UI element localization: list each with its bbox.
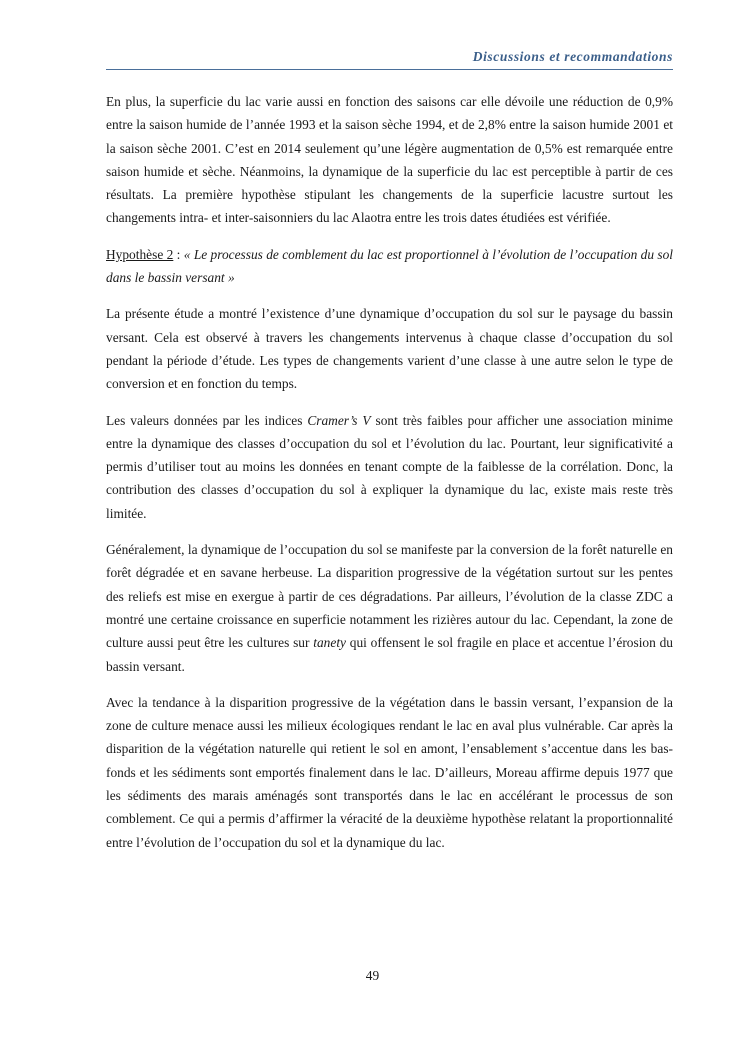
hypothesis-label: Hypothèse 2 [106, 246, 174, 262]
paragraph-cramers-v [106, 409, 673, 525]
forest-text-after: qui offensent le sol fragile en place et accentue l’érosion du bassin versant. [106, 635, 673, 674]
forest-text-before: Généralement, la dynamique de l’occupation du sol se manifeste par la conversion de la forêt naturelle en forêt dégradée et en savane herbeuse. La disparition progressive de la végétation surtout sur les pentes des reliefs est mise en exergue à partir de ces dégradations. Par ailleurs, l’évolution de la classe ZDC a montré une certaine croissance en superficie notamment les rizières autour du lac. Cependant, la zone de culture aussi peut être les cultures sur [106, 542, 673, 651]
hypothesis-statement: « Le processus de comblement du lac est proportionnel à l’évolution de l’occupation du sol dans le bassin versant » [106, 246, 673, 286]
paragraph-conclusion: Avec la tendance à la disparition progressive de la végétation dans le bassin versant, l’expansion de la zone de culture menace aussi les milieux écologiques rendant le lac en aval plus vulnérable. Car après la disparition de la végétation naturelle qui retient le sol en amont, l’ensablement s’accentue dans les bas-fonds et les sédiments sont emportés finalement dans le lac. D’ailleurs, Moreau affirme depuis 1977 que les sédiments des marais aménagés sont transportés dans le lac en accélérant le processus de son comblement. Ce qui a permis d’affirmer la véracité de la deuxième hypothèse relatant la proportionnalité entre l’évolution de l’occupation du sol et la dynamique du lac. [106, 694, 673, 850]
paragraph-land-use-dynamics: La présente étude a montré l’existence d’une dynamique d’occupation du sol sur le paysage du bassin versant. Cela est observé à travers les changements intervenus à chaque classe d’occupation du sol pendant la période d’étude. Les types de changements varient d’une classe à une autre selon le type de conversion et en fonction du temps. [106, 306, 673, 392]
cramers-text-before: Les valeurs données par les indices [106, 412, 308, 428]
paragraph-lake-surface: En plus, la superficie du lac varie aussi en fonction des saisons car elle dévoile une réduction de 0,9% entre la saison humide de l’année 1993 et la saison sèche 1994, et de 2,8% entre la saison humide 2001 et la saison sèche 2001. C’est en 2014 seulement qu’une légère augmentation de 0,5% est remarquée entre saison humide et sèche. Néanmoins, la dynamique de la superficie du lac est perceptible à partir de ces résultats. La première hypothèse stipulant les changements de la superficie lacustre surtout les changements intra- et inter-saisonniers du lac Alaotra entre les trois dates étudiées est vérifiée. [106, 94, 673, 226]
cramers-text-after: sont très faibles pour afficher une association minime entre la dynamique des classes d’occupation du sol et l’évolution du lac. Pourtant, leur significativité a permis d’utiliser tout au moins les données en tenant compte de la faiblesse de la corrélation. Donc, la contribution des classes d’occupation du sol à expliquer la dynamique du lac, existe mais reste très limitée. [106, 412, 673, 521]
page-body [106, 90, 673, 867]
running-header: Discussions et recommandations [472, 49, 673, 64]
cramers-v-term: Cramer’s V [307, 412, 371, 428]
header-rule [106, 69, 673, 70]
page-number: 49 [365, 968, 380, 983]
paragraph-forest-conversion [106, 538, 673, 678]
tanety-term: tanety [313, 635, 346, 651]
hypothesis-2 [106, 243, 673, 290]
hypothesis-separator: : [173, 246, 184, 262]
